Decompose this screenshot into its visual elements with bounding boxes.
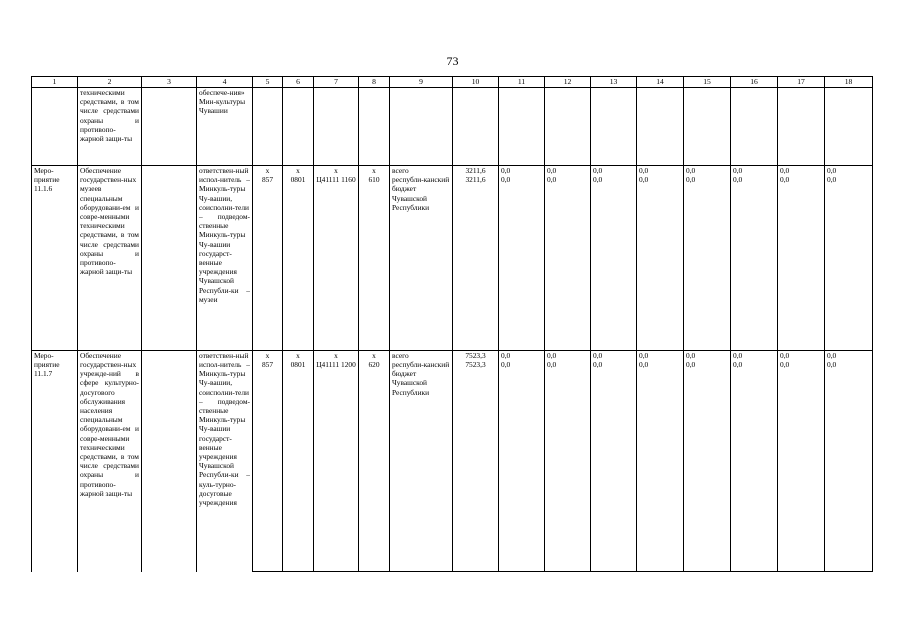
header-cell: 15: [684, 77, 731, 88]
cell: [32, 88, 78, 166]
header-cell: 5: [253, 77, 283, 88]
amount-cell: 0,0: [778, 360, 825, 572]
amount-cell: 0,0: [499, 360, 545, 572]
header-cell: 1: [32, 77, 78, 88]
cell: х: [314, 166, 359, 176]
cell: х: [359, 350, 390, 360]
amount-cell: 3211,6: [453, 166, 499, 176]
cell: х: [283, 166, 314, 176]
description-cell: техническими средствами, в том числе средствами охраны и противопо-жарной защи-ты: [78, 88, 142, 166]
header-cell: 11: [499, 77, 545, 88]
amount-cell: 0,0: [637, 360, 684, 572]
continuation-row: [32, 88, 873, 166]
amount-cell: 0,0: [684, 350, 731, 360]
amount-cell: 0,0: [591, 175, 637, 350]
column-number-row: [32, 77, 873, 88]
cell: х: [253, 350, 283, 360]
header-cell: 12: [545, 77, 591, 88]
program-table: [31, 76, 873, 572]
header-cell: 8: [359, 77, 390, 88]
amount-cell: 0,0: [591, 360, 637, 572]
amount-cell: 0,0: [499, 350, 545, 360]
cell: Ц41111 1200: [314, 360, 359, 572]
amount-cell: 0,0: [825, 175, 873, 350]
cell: Ц41111 1160: [314, 175, 359, 350]
header-cell: 9: [390, 77, 453, 88]
funding-source-cell: всего: [390, 166, 453, 176]
amount-cell: 0,0: [591, 166, 637, 176]
header-cell: 10: [453, 77, 499, 88]
amount-cell: 0,0: [591, 350, 637, 360]
table-row: [32, 166, 873, 176]
amount-cell: 0,0: [545, 350, 591, 360]
executor-cell: обеспече-ния» Мин-культуры Чувашии: [197, 88, 253, 166]
cell: [142, 88, 197, 166]
amount-cell: 0,0: [731, 350, 778, 360]
measure-number-cell: Меро-приятие 11.1.7: [32, 350, 78, 572]
header-cell: 13: [591, 77, 637, 88]
cell: х: [359, 166, 390, 176]
amount-cell: 0,0: [499, 166, 545, 176]
cell: х: [253, 166, 283, 176]
amount-cell: 0,0: [637, 175, 684, 350]
amount-cell: 0,0: [778, 166, 825, 176]
cell: х: [283, 350, 314, 360]
funding-source-cell: республи-канский бюджет Чувашской Республики: [390, 360, 453, 572]
amount-cell: 7523,3: [453, 360, 499, 572]
amount-cell: 0,0: [825, 350, 873, 360]
amount-cell: 0,0: [637, 166, 684, 176]
amount-cell: 0,0: [731, 360, 778, 572]
amount-cell: 0,0: [684, 175, 731, 350]
amount-cell: 0,0: [778, 350, 825, 360]
cell: [142, 166, 197, 351]
cell: 0801: [283, 360, 314, 572]
funding-source-cell: республи-канский бюджет Чувашской Республики: [390, 175, 453, 350]
cell: [142, 350, 197, 572]
header-cell: 17: [778, 77, 825, 88]
header-cell: 16: [731, 77, 778, 88]
measure-number-cell: Меро-приятие 11.1.6: [32, 166, 78, 351]
executor-cell: ответствен-ный испол-нитель – Минкуль-туры Чу-вашии, соисполни-тели – подведом-ственные Минкуль-туры Чу-вашии государст-венные учреждения Чувашской Республи-ки – музеи: [197, 166, 253, 351]
amount-cell: 0,0: [637, 350, 684, 360]
amount-cell: 0,0: [499, 175, 545, 350]
header-cell: 4: [197, 77, 253, 88]
amount-cell: 0,0: [825, 166, 873, 176]
amount-cell: 0,0: [731, 166, 778, 176]
description-cell: Обеспечение государствен-ных учрежде-ний в сфере культурно-досугового обслуживания населения специальным оборудовани-ем и совре-менными техническими средствами, в том числе средствами охраны и противопо-жарной защи-ты: [78, 350, 142, 572]
funding-source-cell: всего: [390, 350, 453, 360]
cell: 0801: [283, 175, 314, 350]
amount-cell: 0,0: [684, 360, 731, 572]
executor-cell: ответствен-ный испол-нитель – Минкуль-туры Чу-вашии, соисполни-тели – подведом-ственные Минкуль-туры Чу-вашии государст-венные учреждения Чувашской Республи-ки – куль-турно-досуговые учреждения: [197, 350, 253, 572]
amount-cell: 0,0: [684, 166, 731, 176]
header-cell: 3: [142, 77, 197, 88]
amount-cell: 3211,6: [453, 175, 499, 350]
amount-cell: 0,0: [825, 360, 873, 572]
amount-cell: 0,0: [778, 175, 825, 350]
page-number: 73: [446, 54, 459, 68]
header-cell: 14: [637, 77, 684, 88]
cell: 857: [253, 175, 283, 350]
header-cell: 2: [78, 77, 142, 88]
cell: 610: [359, 175, 390, 350]
cell: 620: [359, 360, 390, 572]
header-cell: 7: [314, 77, 359, 88]
amount-cell: 0,0: [545, 166, 591, 176]
amount-cell: 7523,3: [453, 350, 499, 360]
description-cell: Обеспечение государствен-ных музеев специальным оборудовани-ем и совре-менными техническими средствами, в том числе средствами охраны и противопо-жарной защи-ты: [78, 166, 142, 351]
header-cell: 18: [825, 77, 873, 88]
header-cell: 6: [283, 77, 314, 88]
cell: 857: [253, 360, 283, 572]
amount-cell: 0,0: [545, 175, 591, 350]
cell: х: [314, 350, 359, 360]
amount-cell: 0,0: [731, 175, 778, 350]
amount-cell: 0,0: [545, 360, 591, 572]
table-row: [32, 350, 873, 360]
